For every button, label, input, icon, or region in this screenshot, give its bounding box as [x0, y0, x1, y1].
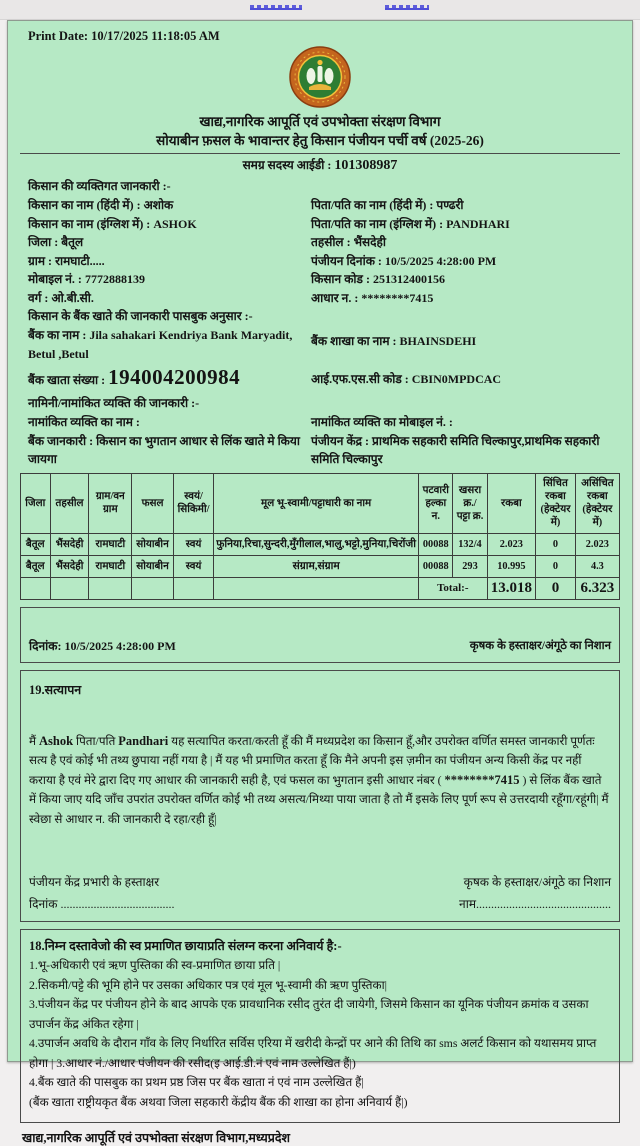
col-self: स्वयं/ सिकिमी/ [173, 473, 213, 533]
nominee-row [20, 413, 620, 432]
required-documents-box [20, 929, 620, 1123]
district: बैतूल [61, 235, 84, 249]
bank-name-label: बैंक का नाम : [28, 328, 90, 342]
verification-father-name: Pandhari [118, 733, 169, 748]
col-patwari: पटवारी हल्का न. [419, 473, 453, 533]
verification-paragraph: मैं Ashok पिता/पति Pandhari यह सत्यापित करता/करती हूँ की मैं मध्यप्रदेश का किसान हूँ,और उपरोक्त वर्णित समस्त जानकारी पूर्णतः सत्य है एवं कोई भी तथ्य छुपाया नहीं गया है | मैं यह भी प्रमाणित करता हूँ कि मैने अपनी इस ज़मीन का पंजीयन अन्य किसी केंद्र पर नहीं कराया है एवं मेरे द्वारा दिए गए आधार की जानकारी सही है, एवं फसल का भुगतान इसी आधार नंबर ( ********7415 ) से लिंक बैंक खाते में किया जाए यदि जाँच उपरांत उपरोक्त वर्णित कोई भी तथ्य असत्य/मिथ्या पाया जाता है तो मैं इसके लिए पूर्ण रूप से उत्तरदायी रहूँगा/रहूंगी| मैं स्वेछा से आधार न. की जानकारी दे रहा/रही हूँ| [29, 733, 609, 826]
col-unirrigated: असिंचित रकबा (हेक्टेयर में) [575, 473, 619, 533]
tehsil: भैंसदेही [353, 235, 386, 249]
document-item: 1.भू-अधिकारी एवं ऋण पुस्तिका की स्व-प्रमाणित छाया प्रति | [29, 958, 281, 972]
document-item: (बैंक खाता राष्ट्रीयकृत बैंक अथवा जिला सहकारी केंद्रीय बैंक की शाखा का होना अनिवार्य हैं|) [29, 1094, 408, 1109]
mobile: 7772888139 [84, 272, 145, 286]
farmer-code-label: किसान कोड : [311, 272, 373, 286]
clipped-link-2[interactable] [385, 2, 429, 10]
document-item: 2.सिकमी/पट्टे की भूमि होने पर उसका अधिकार पत्र एवं मूल भू-स्वामी की ऋण पुस्तिका| [29, 977, 388, 992]
signature-rows [29, 871, 611, 915]
father-name-en: PANDHARI [446, 216, 510, 231]
verification-box [20, 670, 620, 923]
col-village: ग्राम/वन ग्राम [89, 473, 132, 533]
scheme-title: सोयाबीन फ़सल के भावान्तर हेतु किसान पंजीयन पर्ची वर्ष (2025-26) [156, 133, 484, 148]
col-crop: फसल [132, 473, 174, 533]
info-row [20, 289, 620, 308]
bank-info-heading: किसान के बैंक खाते की जानकारी पासबुक अनुसार :- [28, 309, 253, 323]
col-owner-name: मूल भू-स्वामी/पट्टाधारी का नाम [214, 473, 419, 533]
browser-chrome-strip [0, 0, 640, 20]
info-row [20, 196, 620, 215]
table-header-row [21, 473, 620, 533]
total-irrigated: 0 [536, 577, 576, 599]
farmer-name-hi-label: किसान का नाम (हिंदी में) : [28, 198, 144, 212]
col-tehsil: तहसील [50, 473, 89, 533]
verification-aadhaar: ********7415 [444, 772, 520, 787]
ifsc-label: आई.एफ.एस.सी कोड : [311, 371, 412, 386]
village: रामघाटी..... [55, 253, 105, 268]
tehsil-label: तहसील : [311, 235, 354, 249]
samagra-id-value: 101308987 [334, 158, 398, 173]
slip-date: दिनांक: 10/5/2025 4:28:00 PM [29, 639, 176, 653]
registration-date: 10/5/2025 4:28:00 PM [384, 253, 497, 268]
clipped-link-1[interactable] [250, 2, 302, 10]
footer-department: खाद्य,नागरिक आपूर्ति एवं उपभोक्ता संरक्षण विभाग,मध्यप्रदेश [22, 1131, 291, 1145]
nominee-row [20, 432, 620, 469]
total-label: Total:- [419, 577, 487, 599]
info-row [20, 252, 620, 271]
account-number: 194004200984 [108, 365, 241, 389]
registration-date-label: पंजीयन दिनांक : [311, 253, 385, 268]
farmer-name-hi: अशोक [143, 198, 174, 212]
info-row [20, 215, 620, 234]
total-rakba: 13.018 [487, 577, 536, 599]
table-row: बैतूल भैंसदेही रामघाटी सोयाबीन स्वयं फुनिया,रिचा,सुन्दरी,मुँगीलाल,भालु,भट्टो,मुनिया,चिरोंजी 00088 132/4 2.023 0 2.023 [21, 533, 620, 555]
farmer-name-en-label: किसान का नाम (इंग्लिश में) : [28, 216, 154, 231]
ifsc-code: CBIN0MPDCAC [411, 371, 502, 386]
branch-label: बैंक शाखा का नाम : [311, 334, 400, 348]
nominee-mobile-label: नामांकित व्यक्ति का मोबाइल नं. : [311, 415, 453, 429]
father-name-hi: पण्ढरी [436, 198, 464, 212]
bank-row [20, 363, 620, 394]
center-value: प्राथमिक सहकारी समिति चिल्कापुर,प्राथमिक सहकारी समिति चिल्कापुर [311, 433, 600, 466]
col-khasra: खसरा क्र./ पट्टा क्र. [453, 473, 487, 533]
title-divider [20, 153, 620, 154]
center-label: पंजीयन केंद्र : [311, 433, 373, 448]
aadhaar-label: आधार न. : [311, 290, 362, 305]
bank-info-value: किसान का भुगतान आधार से लिंक खाते मे किया जायगा [28, 433, 300, 466]
table-row: बैतूल भैंसदेही रामघाटी सोयाबीन स्वयं संग्राम,संग्राम 00088 293 10.995 0 4.3 [21, 555, 620, 577]
account-label: बैंक खाता संख्या : [28, 373, 109, 387]
verification-heading: 19.सत्यापन [29, 682, 82, 697]
farmer-sign-label: कृषक के हस्ताक्षर/अंगूठे का निशान [463, 875, 611, 889]
officer-sign-label: पंजीयन केंद्र प्रभारी के हस्ताक्षर [29, 875, 160, 889]
registration-slip [7, 20, 633, 1145]
village-label: ग्राम : [28, 253, 56, 268]
info-row [20, 233, 620, 252]
date-dotted-line: दिनांक ...................................... [29, 897, 175, 911]
farmer-code: 251312400156 [372, 272, 445, 286]
samagra-id-line [20, 156, 620, 174]
emblem-wrap [20, 46, 620, 112]
samagra-id-label: समग्र सदस्य आईडी : [242, 158, 332, 172]
district-label: जिला : [28, 235, 62, 249]
document-item: 3.पंजीयन केंद्र पर पंजीयन होने के बाद आपके एक प्रावधानिक रसीद तुरंत दी जायेगी, जिसमे किसान का यूनिक पंजीयन क्रमांक व उसका उपार्जन केंद्र अंकित रहेगा | [29, 997, 589, 1031]
table-total-row [21, 577, 620, 599]
department-title: खाद्य,नागरिक आपूर्ति एवं उपभोक्ता संरक्षण विभाग [199, 114, 441, 129]
col-district: जिला [21, 473, 51, 533]
col-irrigated: सिंचित रकबा (हेक्टेयर में) [536, 473, 576, 533]
farmer-thumb-label: कृषक के हस्ताक्षर/अंगूठे का निशान [469, 640, 611, 652]
mobile-label: मोबाइल नं. : [28, 272, 85, 286]
nominee-heading: नामिनी/नामांकित व्यक्ति की जानकारी :- [28, 396, 200, 410]
mp-government-emblem-icon [289, 46, 351, 108]
nominee-name-label: नामांकित व्यक्ति का नाम : [28, 415, 140, 429]
print-date: Print Date: 10/17/2025 11:18:05 AM [28, 29, 220, 43]
document-item: 4.उपार्जन अवधि के दौरान गाँव के लिए निर्धारित सर्विस एरिया में खरीदी केन्द्रों पर आने की तिथि का sms अलर्ट किसान को यथासमय प्राप्त होगा | 3.आधार नं./आधार पंजीयन की रसीद(इ आई.डी.नं एवं नाम उल्लेखित हैं|) [29, 1036, 597, 1070]
aadhaar-masked: ********7415 [361, 290, 434, 305]
verification-farmer-name: Ashok [39, 733, 74, 748]
bank-row [20, 326, 620, 363]
father-name-en-label: पिता/पति का नाम (इंग्लिश में) : [311, 216, 447, 231]
personal-info-heading: किसान की व्यक्तिगत जानकारी :- [28, 179, 171, 193]
category-label: वर्ग : [28, 290, 52, 305]
col-rakba: रकबा [487, 473, 536, 533]
date-signature-box [20, 607, 620, 663]
father-name-hi-label: पिता/पति का नाम (हिंदी में) : [311, 198, 437, 212]
info-row [20, 270, 620, 289]
total-unirrigated: 6.323 [575, 577, 619, 599]
land-details-table [20, 473, 620, 600]
branch-name: BHAINSDEHI [399, 334, 477, 348]
name-dotted-line: नाम............................................. [459, 897, 611, 911]
farmer-name-en: ASHOK [153, 216, 197, 231]
documents-heading: 18.निम्न दस्तावेजो की स्व प्रमाणित छायाप्रति संलग्न करना अनिवार्य है:- [29, 939, 342, 953]
bank-info-label: बैंक जानकारी : [28, 433, 97, 448]
category: ओ.बी.सी. [51, 290, 94, 305]
bank-name: Jila sahakari Kendriya Bank Maryadit, Betul ,Betul [28, 328, 293, 361]
document-item: 4.बैंक खाते की पासबुक का प्रथम प्रष्ठ जिस पर बैंक खाता नं एवं नाम उल्लेखित हैं| [29, 1075, 364, 1089]
